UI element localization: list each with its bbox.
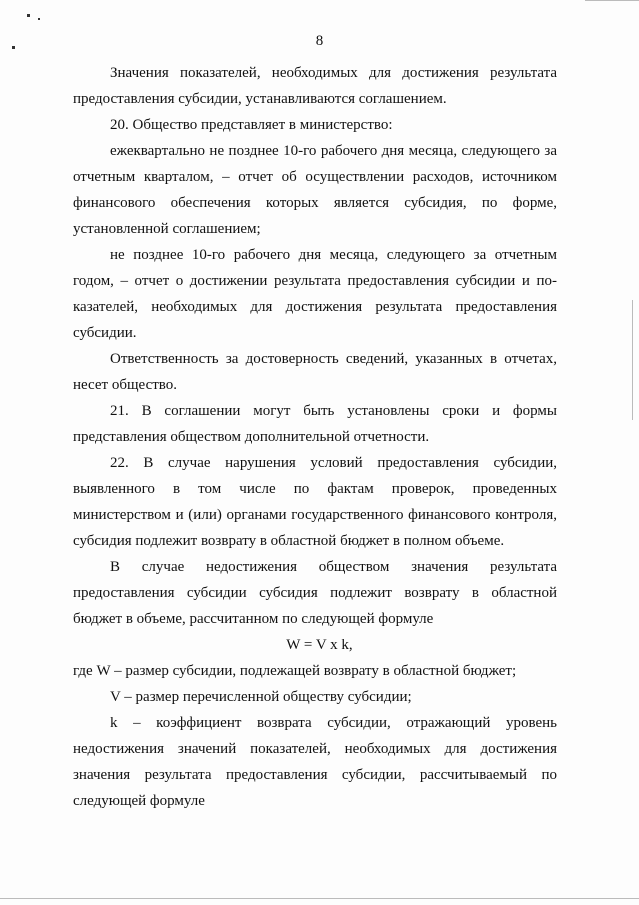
- text-line: 22. В случае нарушения условий предоставления субсидии,: [110, 455, 557, 471]
- text-line: субсидия подлежит возврату в областной бюджет в полном объеме.: [73, 533, 505, 549]
- text-line: В случае недостижения обществом значения результата: [110, 559, 557, 575]
- text-line: ежеквартально не позднее 10-го рабочего дня месяца, следующего за: [110, 143, 557, 159]
- text-line: предоставления субсидии, устанавливаются соглашением.: [73, 91, 447, 107]
- text-line: Ответственность за достоверность сведений, указанных в отчетах,: [110, 351, 557, 367]
- text-line: следующей формуле: [73, 793, 205, 809]
- text-line: субсидии.: [73, 325, 137, 341]
- scan-edge: [585, 0, 639, 1]
- text-line: не позднее 10-го рабочего дня месяца, следующего за отчетным: [110, 247, 557, 263]
- text-line: 21. В соглашении могут быть установлены сроки и формы: [110, 403, 557, 419]
- scan-speck: [27, 14, 30, 17]
- text-line: годом, – отчет о достижении результата предоставления субсидии и по-: [73, 273, 557, 289]
- text-line: бюджет в объеме, рассчитанном по следующей формуле: [73, 611, 434, 627]
- text-line: несет общество.: [73, 377, 178, 393]
- text-line: где W – размер субсидии, подлежащей возврату в областной бюджет;: [73, 663, 517, 679]
- text-line: выявленного в том числе по фактам проверок, проведенных: [73, 481, 557, 497]
- text-line: 20. Общество представляет в министерство:: [110, 117, 393, 133]
- text-line: казателей, необходимых для достижения результата предоставления: [73, 299, 557, 315]
- scan-edge: [632, 300, 633, 420]
- text-line: финансового обеспечения которых является субсидия, по форме,: [73, 195, 557, 211]
- text-line: предоставления субсидии субсидия подлежит возврату в областной: [73, 585, 557, 601]
- text-line: отчетным кварталом, – отчет об осуществлении расходов, источником: [73, 169, 557, 185]
- text-line: k – коэффициент возврата субсидии, отражающий уровень: [110, 715, 557, 731]
- text-line: Значения показателей, необходимых для достижения результата: [110, 65, 557, 81]
- text-line: установленной соглашением;: [73, 221, 261, 237]
- text-line: представления обществом дополнительной отчетности.: [73, 429, 430, 445]
- text-line: значения результата предоставления субсидии, рассчитываемый по: [73, 767, 557, 783]
- scan-speck: [38, 18, 40, 20]
- text-line: недостижения значений показателей, необходимых для достижения: [73, 741, 557, 757]
- text-line: министерством и (или) органами государственного финансового контроля,: [73, 507, 557, 523]
- text-line: V – размер перечисленной обществу субсидии;: [110, 689, 412, 705]
- formula: W = V x k,: [286, 637, 353, 653]
- page-number: 8: [315, 33, 324, 49]
- scan-edge: [0, 898, 639, 899]
